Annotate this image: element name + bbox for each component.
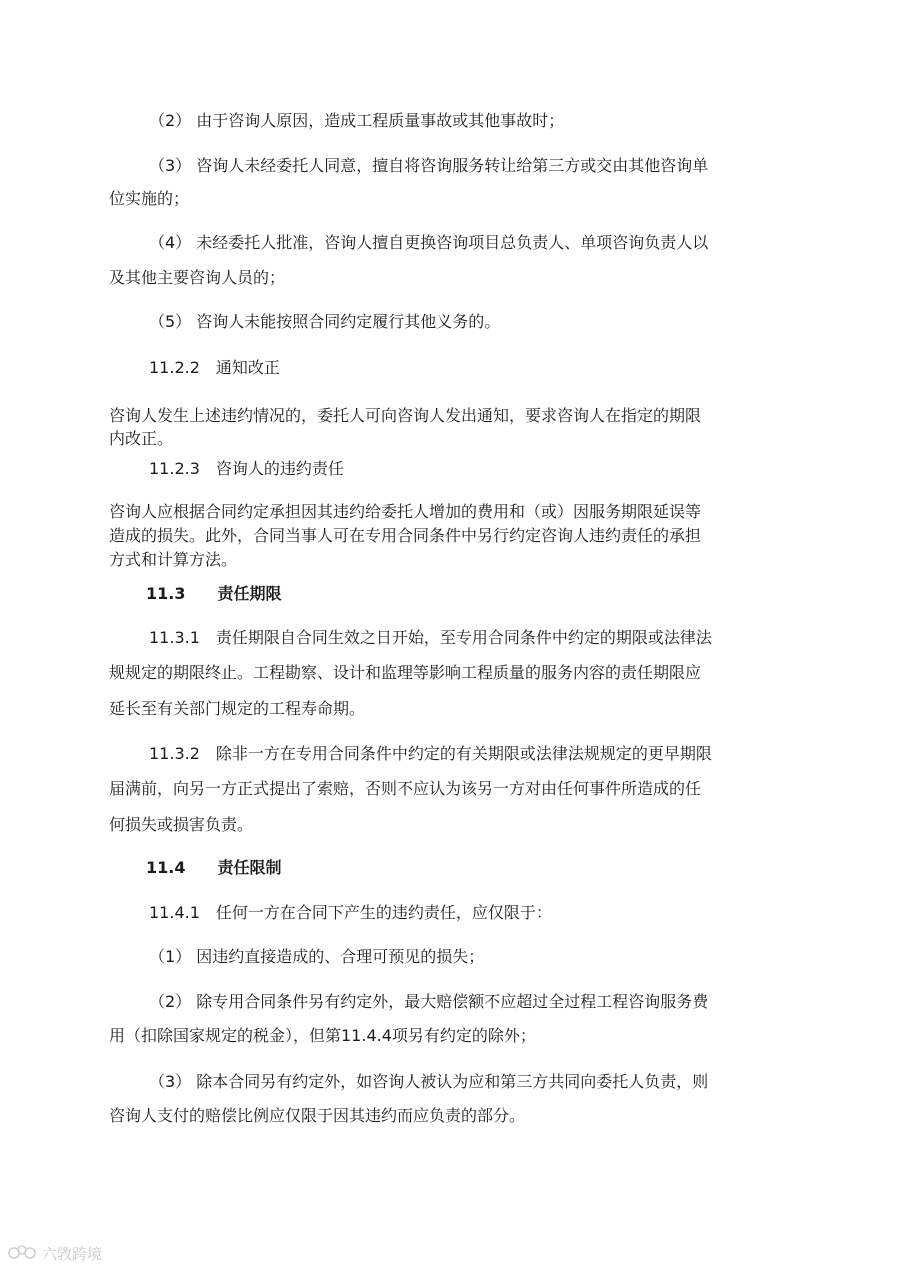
item-5-line: （5） 咨询人未能按照合同约定履行其他义务的。 (149, 312, 501, 331)
paragraph-11-3-2-line-3: 何损失或损害负责。 (109, 815, 254, 834)
item-4-line-1: （4） 未经委托人批准，咨询人擅自更换咨询项目总负责人、单项咨询负责人以 (149, 233, 709, 252)
paragraph-11-4-1: 11.4.1 任何一方在合同下产生的违约责任，应仅限于： (149, 903, 552, 922)
watermark-logo-icon (8, 1242, 38, 1264)
paragraph-11-2-3-line-1: 咨询人应根据合同约定承担因其违约给委托人增加的费用和（或）因服务期限延误等 (109, 502, 702, 521)
section-11-3-heading: 11.3 责任期限 (146, 584, 282, 603)
section-11-2-3-heading: 11.2.3 咨询人的违约责任 (149, 459, 344, 478)
item-3-line-2: 位实施的； (109, 189, 190, 208)
item-4-line-2: 及其他主要咨询人员的； (109, 268, 286, 287)
paragraph-11-3-2-line-1: 11.3.2 除非一方在专用合同条件中约定的有关期限或法律法规规定的更早期限 (149, 744, 712, 763)
item-3-line-1: （3） 咨询人未经委托人同意，擅自将咨询服务转让给第三方或交由其他咨询单 (149, 156, 709, 175)
paragraph-11-2-2-line-1: 咨询人发生上述违约情况的，委托人可向咨询人发出通知，要求咨询人在指定的期限 (109, 406, 702, 425)
watermark (8, 1240, 102, 1266)
paragraph-11-2-3-line-2: 造成的损失。此外，合同当事人可在专用合同条件中另行约定咨询人违约责任的承担 (109, 526, 702, 545)
item-2-line: （2） 由于咨询人原因，造成工程质量事故或其他事故时； (149, 111, 565, 130)
watermark-text: 六敩跨境 (42, 1244, 103, 1263)
limit-item-2-line-1: （2） 除专用合同条件另有约定外，最大赔偿额不应超过全过程工程咨询服务费 (149, 992, 709, 1011)
section-11-2-2-heading: 11.2.2 通知改正 (149, 358, 280, 377)
limit-item-3-line-2: 咨询人支付的赔偿比例应仅限于因其违约而应负责的部分。 (109, 1106, 526, 1125)
paragraph-11-2-3-line-3: 方式和计算方法。 (109, 550, 238, 569)
limit-item-2-line-2: 用（扣除国家规定的税金），但第11.4.4项另有约定的除外； (109, 1026, 536, 1045)
paragraph-11-3-1-line-3: 延长至有关部门规定的工程寿命期。 (109, 699, 366, 718)
paragraph-11-2-2-line-2: 内改正。 (109, 429, 174, 448)
paragraph-11-3-1-line-2: 规规定的期限终止。工程勘察、设计和监理等影响工程质量的服务内容的责任期限应 (109, 663, 702, 682)
paragraph-11-3-2-line-2: 届满前，向另一方正式提出了索赔，否则不应认为该另一方对由任何事件所造成的任 (109, 779, 702, 798)
limit-item-3-line-1: （3） 除本合同另有约定外，如咨询人被认为应和第三方共同向委托人负责，则 (149, 1072, 709, 1091)
section-11-4-heading: 11.4 责任限制 (146, 858, 282, 877)
paragraph-11-3-1-line-1: 11.3.1 责任期限自合同生效之日开始，至专用合同条件中约定的期限或法律法 (149, 628, 712, 647)
limit-item-1-line: （1） 因违约直接造成的、合理可预见的损失； (149, 947, 485, 966)
